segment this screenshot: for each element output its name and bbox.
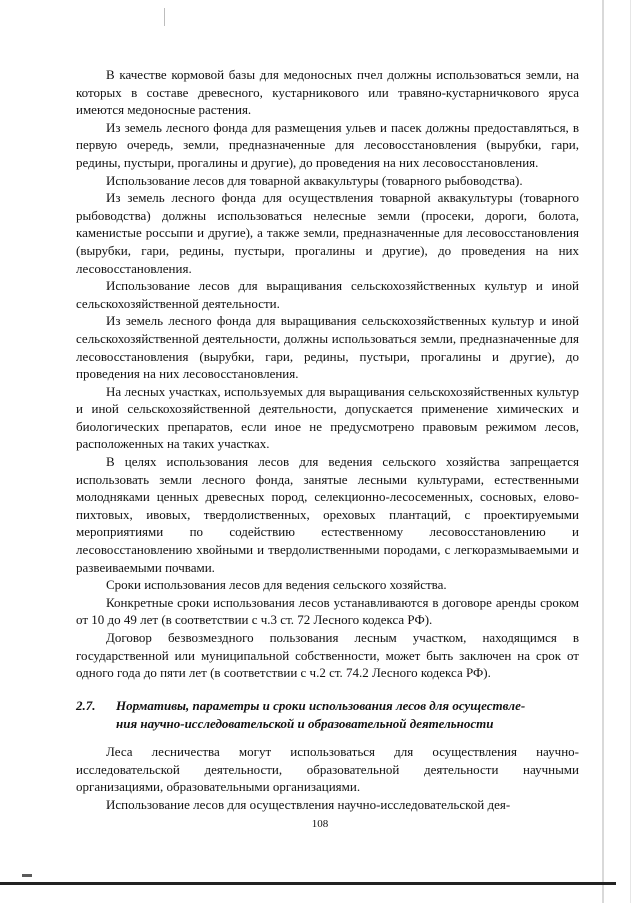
scan-bottom-edge <box>0 882 616 885</box>
section-title-line2: ния научно-исследовательской и образовательной деятельности <box>116 716 494 731</box>
paragraph: Из земель лесного фонда для выращивания сельскохозяйственных культур и иной сельскохозяйственной деятельности, должны использоваться земли, предназначенные для лесовосстановления (вырубки, гари, редины, пустыри, прогалины и другие), до проведения на них лесовосстановления. <box>76 313 579 382</box>
paragraph: Использование лесов для товарной аквакультуры (товарного рыбоводства). <box>106 172 523 188</box>
page-number: 108 <box>311 818 329 830</box>
paragraph: В качестве кормовой базы для медоносных пчел должны использоваться земли, на которых в составе древесного, кустарникового или травяно-кустарничкового яруса имеются медоносные растения. <box>76 67 579 118</box>
section-heading <box>76 697 579 733</box>
paragraph: Леса лесничества могут использоваться для осуществления научно-исследовательской деятельности, образовательной деятельности научными организациями, образовательными организациями. <box>76 744 579 795</box>
paragraph: Конкретные сроки использования лесов устанавливаются в договоре аренды сроком от 10 до 49 лет (в соответствии с ч.3 ст. 72 Лесного кодекса РФ). <box>76 594 579 628</box>
paragraph: В целях использования лесов для ведения сельского хозяйства запрещается использовать земли лесного фонда, занятые лесными культурами, естественными молодняками ценных древесных пород, селекционно-лесосеменных, сосновых, елово-пихтовых, ивовых, твердолиственных, ореховых плантаций, с проектируемыми мероприятиями по содействию естественному лесовосстановлению и лесовосстановлению хвойными и твердолиственными породами, с легкоразмываемыми и развеиваемыми почвами. <box>76 454 579 575</box>
body-text-top <box>76 66 579 682</box>
section-title-line1: Нормативы, параметры и сроки использования лесов для осуществле- <box>116 698 526 713</box>
body-text-bottom <box>76 743 579 813</box>
scan-artifact-mark <box>164 8 165 26</box>
paragraph: Использование лесов для осуществления научно-исследовательской дея- <box>106 796 511 812</box>
scan-artifact-corner <box>22 874 32 877</box>
paragraph: Договор безвозмездного пользования лесным участком, находящимся в государственной или муниципальной собственности, может быть заключен на срок от одного года до пяти лет (в соответствии с ч.2 ст. 74.2 Лесного кодекса РФ). <box>76 630 579 681</box>
paragraph: Использование лесов для выращивания сельскохозяйственных культур и иной сельскохозяйственной деятельности. <box>76 278 579 311</box>
scan-edge-shadow <box>602 0 604 903</box>
paragraph: На лесных участках, используемых для выращивания сельскохозяйственных культур и иной сельскохозяйственной деятельности, допускается применение химических и биологических препаратов, если иное не предусмотрено правовым режимом лесов, расположенных на таких участках. <box>76 383 579 452</box>
paragraph: Сроки использования лесов для ведения сельского хозяйства. <box>106 577 447 593</box>
scan-edge-line <box>630 0 631 903</box>
paragraph: Из земель лесного фонда для осуществления товарной аквакультуры (товарного рыбоводства) должны использоваться нелесные земли (просеки, дороги, болота, каменистые россыпи и другие), а также земли, предназначенные для лесовосстановления (вырубки, гари, редины, пустыри, прогалины и другие), до проведения на них лесовосстановления. <box>76 190 579 276</box>
paragraph: Из земель лесного фонда для размещения ульев и пасек должны предоставляться, в первую очередь, земли, предназначенные для лесовосстановления (вырубки, гари, редины, пустыри, прогалины и другие), до проведения на них лесовосстановления. <box>76 119 579 170</box>
section-number: 2.7. <box>76 698 96 713</box>
